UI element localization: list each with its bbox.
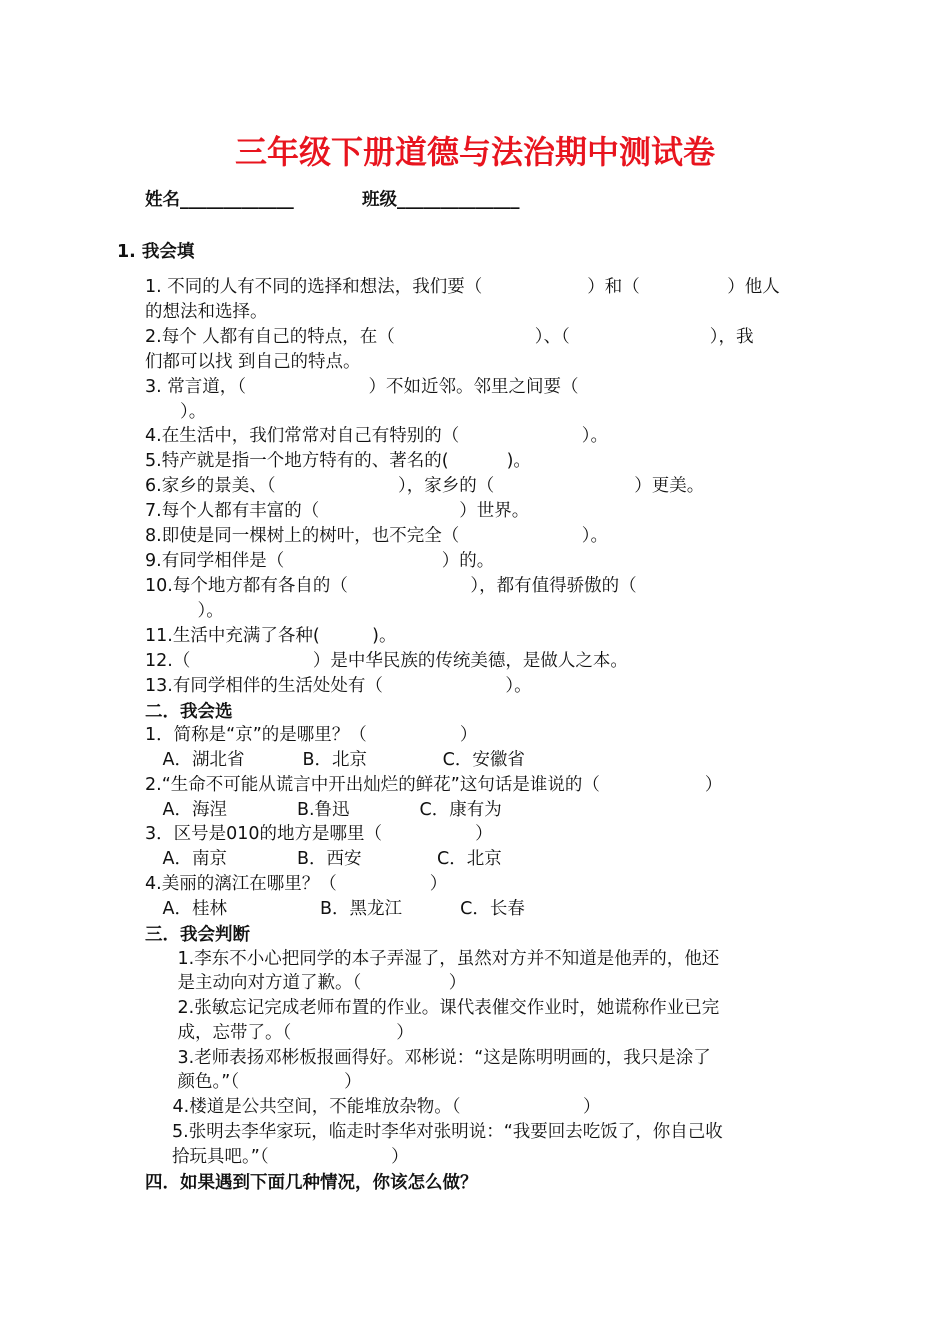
- choice-q3: 3．区号是010的地方是哪里（ ）: [145, 824, 493, 844]
- fill-q11: 11.生活中充满了各种( )。: [145, 626, 397, 646]
- fill-q7: 7.每个人都有丰富的（ ）世界。: [145, 501, 530, 521]
- class-field-label: 班级______________: [362, 190, 520, 210]
- section3-heading: 三．我会判断: [145, 925, 250, 945]
- judge-q2-line2: 成，忘带了。（ ）: [160, 1023, 414, 1043]
- fill-q4: 4.在生活中，我们常常对自己有特别的（ ）。: [145, 426, 608, 446]
- fill-q13: 13.有同学相伴的生活处处有（ ）。: [145, 676, 532, 696]
- fill-q9: 9.有同学相伴是（ ）的。: [145, 551, 495, 571]
- judge-q1-line1: 1.李东不小心把同学的本子弄湿了，虽然对方并不知道是他弄的，他还: [160, 949, 720, 969]
- fill-q12: 12.（ ）是中华民族的传统美德，是做人之本。: [145, 651, 628, 671]
- page-title: 三年级下册道德与法治期中测试卷: [234, 133, 715, 171]
- section4-heading: 四．如果遇到下面几种情况，你该怎么做？: [145, 1173, 478, 1193]
- fill-q10-line1: 10.每个地方都有各自的（ ），都有值得骄傲的（: [145, 576, 637, 596]
- fill-q10-line2: ）。: [145, 601, 224, 621]
- choice-q4: 4.美丽的漓江在哪里？（ ）: [145, 874, 448, 894]
- choice-q2: 2.“生命不可能从谎言中开出灿烂的鲜花”这句话是谁说的（ ）: [145, 775, 723, 795]
- fill-q3-line1: 3. 常言道，（ ）不如近邻。邻里之间要（: [145, 377, 579, 397]
- fill-q1-line1: 1. 不同的人有不同的选择和想法，我们要（ ）和（ ）他人: [145, 277, 780, 297]
- fill-q2-line1: 2.每个 人都有自己的特点，在（ ）、（ ），我: [145, 327, 754, 347]
- judge-q3-line2: 颜色。”（ ）: [160, 1072, 362, 1092]
- choice-q1-options: A．湖北省 B．北京 C．安徽省: [145, 750, 525, 770]
- judge-q2-line1: 2.张敏忘记完成老师布置的作业。课代表催交作业时，她谎称作业已完: [160, 998, 720, 1018]
- choice-q2-options: A．海涅 B.鲁迅 C．康有为: [145, 800, 502, 820]
- judge-q5-line2: 拾玩具吧。”（ ）: [172, 1147, 409, 1167]
- section2-heading: 二．我会选: [145, 702, 233, 722]
- name-field-label: 姓名_____________: [145, 190, 294, 210]
- fill-q3-line2: ）。: [145, 402, 207, 422]
- choice-q1: 1．简称是“京”的是哪里？（ ）: [145, 725, 478, 745]
- judge-q1-line2: 是主动向对方道了歉。（ ）: [160, 973, 467, 993]
- fill-q6: 6.家乡的景美、（ ），家乡的（ ）更美。: [145, 476, 705, 496]
- judge-q5-line1: 5.张明去李华家玩，临走时李华对张明说：“我要回去吃饭了，你自己收: [172, 1122, 723, 1142]
- choice-q4-options: A．桂林 B．黑龙江 C．长春: [145, 899, 525, 919]
- fill-q2-line2: 们都可以找 到自己的特点。: [145, 352, 361, 372]
- judge-q4: 4.楼道是公共空间，不能堆放杂物。（ ）: [155, 1097, 601, 1117]
- fill-q1-line2: 的想法和选择。: [145, 302, 268, 322]
- judge-q3-line1: 3.老师表扬邓彬板报画得好。邓彬说：“这是陈明明画的，我只是涂了: [160, 1048, 711, 1068]
- section1-heading: 1. 我会填: [117, 242, 195, 262]
- fill-q8: 8.即使是同一棵树上的树叶，也不完全（ ）。: [145, 526, 608, 546]
- choice-q3-options: A．南京 B．西安 C．北京: [145, 849, 502, 869]
- fill-q5: 5.特产就是指一个地方特有的、著名的( )。: [145, 451, 531, 471]
